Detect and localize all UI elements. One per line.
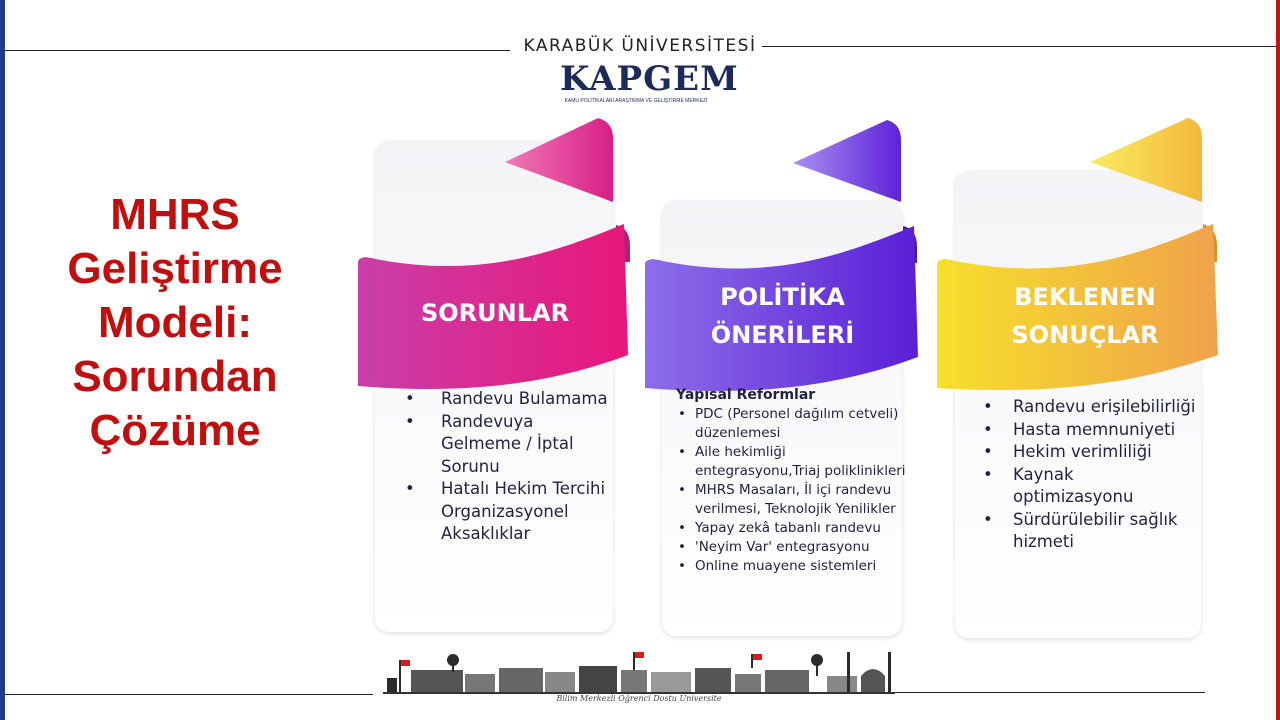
title-line: Modeli: xyxy=(98,298,252,347)
title-line: Çözüme xyxy=(89,406,261,455)
university-name: KARABÜK ÜNİVERSİTESİ xyxy=(523,36,757,56)
banner-title-results xyxy=(955,278,1215,354)
banner-line: POLİTİKA xyxy=(720,283,845,311)
problems-list xyxy=(405,388,610,546)
title-line: Geliştirme xyxy=(67,244,283,293)
kapgem-logo: KAPGEM xyxy=(560,59,739,99)
list-item: • Yapay zekâ tabanlı randevu xyxy=(676,519,906,538)
list-item: • Hasta memnuniyeti xyxy=(983,419,1198,442)
banner-line: ÖNERİLERİ xyxy=(710,321,855,349)
list-item: • Hekim verimliliği xyxy=(983,441,1198,464)
banner-line: SORUNLAR xyxy=(420,299,570,327)
list-item: Organizasyonel Aksaklıklar xyxy=(441,501,569,543)
banner-shape-problems xyxy=(358,118,630,389)
list-item: • Randevuya Gelmeme / İptal Sorunu xyxy=(405,411,610,479)
results-list xyxy=(983,396,1198,554)
list-item: • MHRS Masaları, İl içi randevu verilmesi, Teknolojik Yenilikler xyxy=(676,481,906,519)
kapgem-logo-subtitle: KAMU POLİTİKALARI ARAŞTIRMA VE GELİŞTİRME MERKEZİ xyxy=(564,98,708,104)
banner-title-problems xyxy=(380,294,610,332)
list-item: • Aile hekimliği entegrasyonu,Triaj poliklinikleri xyxy=(676,443,906,481)
list-item: • Randevu Bulamama xyxy=(405,388,610,411)
list-item: • 'Neyim Var' entegrasyonu xyxy=(676,538,906,557)
campus-skyline-illustration xyxy=(383,648,895,698)
banner-line: BEKLENEN xyxy=(1014,283,1156,311)
banner-line: SONUÇLAR xyxy=(1011,321,1159,349)
footer-slogan: Bilim Merkezli Öğrenci Dostu Üniversite xyxy=(556,694,722,703)
list-item: • Online muayene sistemleri xyxy=(676,557,906,576)
footer-rule-right xyxy=(895,692,1205,693)
list-item: • Sürdürülebilir sağlık hizmeti xyxy=(983,509,1198,554)
list-item: • Randevu erişilebilirliği xyxy=(983,396,1198,419)
policy-subheading: Yapısal Reformlar xyxy=(676,387,816,403)
list-item: • PDC (Personel dağılım cetveli) düzenlemesi xyxy=(676,405,906,443)
list-item: • Kaynak optimizasyonu xyxy=(983,464,1198,509)
banner-title-policy xyxy=(660,278,905,354)
list-item: • Hatalı Hekim Tercihi xyxy=(405,478,610,501)
footer-rule-left xyxy=(5,694,373,695)
title-line: MHRS xyxy=(110,190,240,239)
title-line: Sorundan xyxy=(72,352,278,401)
policy-list xyxy=(676,405,906,576)
